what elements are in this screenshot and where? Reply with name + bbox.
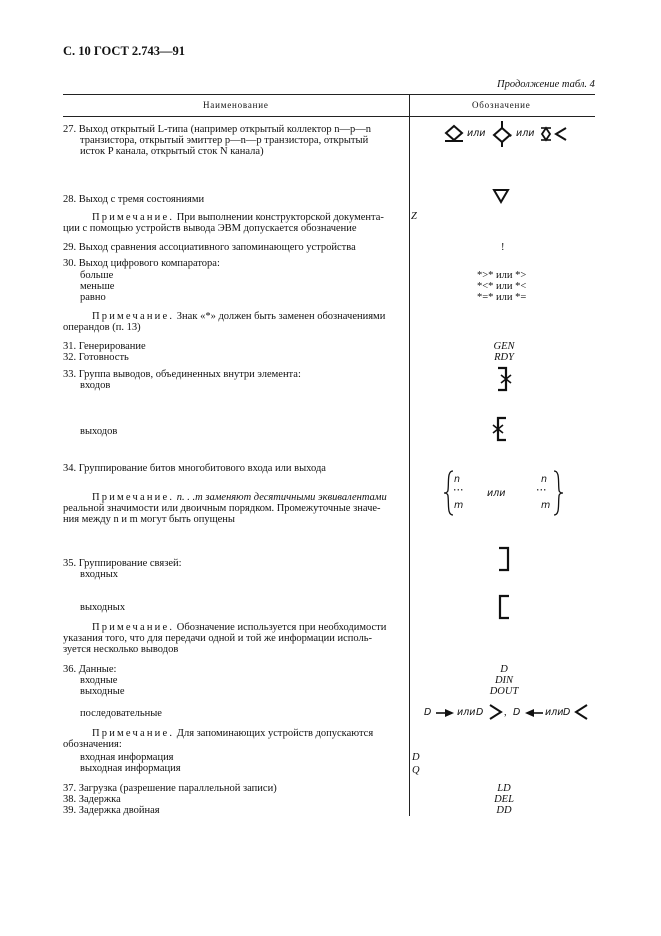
note-text: При выполнении конструкторской документа-	[174, 212, 384, 223]
item-30-row-lt-symbol: *<* или *<	[477, 281, 527, 292]
grouped-output-links-icon	[497, 594, 511, 620]
item-39-symbol: DD	[496, 805, 512, 816]
item-39-title: 39. Задержка двойная	[63, 805, 160, 816]
item-36-note-line-1	[92, 728, 373, 739]
item-28-note-symbol: Z	[411, 211, 417, 222]
item-30-title: 30. Выход цифрового компаратора:	[63, 258, 220, 269]
item-27-or-2: , или	[510, 128, 535, 139]
serial-d-3: D	[513, 707, 521, 718]
item-34-note-line-2: реальной значимости или двоичным порядком. Промежуточные значе-	[63, 503, 381, 514]
item-33-outputs-label: выходов	[80, 426, 118, 437]
note-label: Примечание.	[92, 728, 175, 739]
page-header: С. 10 ГОСТ 2.743—91	[63, 44, 186, 58]
item-36-symbol-data: D	[500, 664, 508, 675]
note-label: Примечание.	[92, 622, 175, 633]
serial-or-2: или	[545, 707, 564, 718]
serial-d-1: D	[424, 707, 432, 718]
serial-d-4: D	[563, 707, 571, 718]
item-29-symbol: !	[501, 242, 505, 253]
item-33-title: 33. Группа выводов, объединенных внутри элемента:	[63, 369, 301, 380]
item-35-inputs-label: входных	[80, 569, 119, 580]
serial-d-2: D	[476, 707, 484, 718]
table-column-divider	[409, 94, 410, 816]
item-28-title: 28. Выход с тремя состояниями	[63, 194, 205, 205]
item-37-title: 37. Загрузка (разрешение параллельной записи)	[63, 783, 277, 794]
item-38-title: 38. Задержка	[63, 794, 121, 805]
bits-n-left: n	[454, 474, 461, 485]
three-state-output-icon	[492, 188, 510, 204]
table-top-rule	[63, 94, 595, 95]
column-header-symbol: Обозначение	[472, 100, 531, 110]
item-30-row-eq-label: равно	[80, 292, 106, 303]
column-header-name: Наименование	[203, 100, 269, 110]
item-38-symbol: DEL	[494, 794, 514, 805]
grouped-input-links-icon	[497, 546, 511, 572]
item-36-inputs-label: входные	[80, 675, 118, 686]
item-37-symbol: LD	[497, 783, 511, 794]
bits-m-right: m	[541, 500, 551, 511]
grouped-outputs-icon	[490, 416, 510, 442]
right-brace-icon	[552, 470, 564, 516]
item-34-note-line-3: ния между n и m могут быть опущены	[63, 514, 235, 525]
item-35-outputs-label: выходных	[80, 602, 126, 613]
bits-dots-right: ⋯	[536, 485, 547, 496]
item-30-note-line-2: операндов (п. 13)	[63, 322, 141, 333]
note-text: Знак «*» должен быть заменен обозначениями	[174, 311, 386, 322]
item-36-note-output-symbol: Q	[412, 765, 420, 776]
item-36-serial-label: последовательные	[80, 708, 162, 719]
note-text: Обозначение используется при необходимости	[174, 622, 387, 633]
note-text: Для запоминающих устройств допускаются	[174, 728, 374, 739]
item-35-note-line-2: указания того, что для передачи одной и той же информации исполь-	[63, 633, 373, 644]
serial-shift-right-icon	[488, 703, 504, 721]
note-label: Примечание.	[92, 212, 175, 223]
serial-shift-left-icon	[573, 703, 589, 721]
item-31-symbol: GEN	[493, 341, 515, 352]
serial-arrow-right-icon	[435, 708, 455, 718]
item-36-title: 36. Данные:	[63, 664, 117, 675]
grouped-inputs-icon	[494, 366, 514, 392]
note-label: Примечание.	[92, 311, 175, 322]
item-31-title: 31. Генерирование	[63, 341, 146, 352]
item-35-note-line-1	[92, 622, 386, 633]
bits-m-left: m	[454, 500, 464, 511]
item-36-note-input-label: входная информация	[80, 752, 174, 763]
item-34-title: 34. Группирование битов многобитового входа или выхода	[63, 463, 326, 474]
item-36-note-output-label: выходная информация	[80, 763, 181, 774]
item-27-line-2: транзистора, открытый эмиттер p—n—p транзистора, открытый	[80, 135, 369, 146]
item-36-outputs-label: выходные	[80, 686, 125, 697]
item-36-symbol-inputs: DIN	[494, 675, 514, 686]
item-36-symbol-outputs: DOUT	[489, 686, 519, 697]
item-32-title: 32. Готовность	[63, 352, 129, 363]
open-output-cross-arrow-icon	[540, 126, 570, 142]
serial-or-1: или	[457, 707, 476, 718]
bits-dots-left: ⋯	[453, 485, 464, 496]
item-30-row-gt-symbol: *>* или *>	[477, 270, 527, 281]
table-continuation: Продолжение табл. 4	[497, 79, 595, 90]
item-30-row-eq-symbol: *=* или *=	[477, 292, 527, 303]
table-header-rule	[63, 116, 595, 117]
bits-n-right: n	[541, 474, 548, 485]
item-32-symbol: RDY	[494, 352, 514, 363]
serial-comma: ,	[504, 707, 507, 718]
item-35-title: 35. Группирование связей:	[63, 558, 182, 569]
item-30-row-lt-label: меньше	[80, 281, 115, 292]
item-34-note-line-1	[92, 492, 387, 503]
item-27-or-1: или	[467, 128, 486, 139]
item-33-inputs-label: входов	[80, 380, 111, 391]
note-text: n. . .m заменяют десятичными эквивалентами	[174, 492, 387, 503]
item-27-line-1: 27. Выход открытый L-типа (например открытый коллектор n—p—n	[63, 124, 371, 135]
item-36-note-line-2: обозначения:	[63, 739, 122, 750]
note-label: Примечание.	[92, 492, 175, 503]
item-29-title: 29. Выход сравнения ассоциативного запоминающего устройства	[63, 242, 356, 253]
item-35-note-line-3: зуется несколько выводов	[63, 644, 179, 655]
item-28-note-line-1	[92, 212, 384, 223]
item-28-note-line-2: ции с помощью устройств вывода ЭВМ допускается обозначение	[63, 223, 357, 234]
item-36-note-input-symbol: D	[412, 752, 420, 763]
bits-or: или	[487, 488, 506, 499]
item-30-note-line-1	[92, 311, 385, 322]
open-l-output-icon	[443, 124, 465, 144]
serial-arrow-left-icon	[524, 708, 544, 718]
item-30-row-gt-label: больше	[80, 270, 114, 281]
item-27-line-3: исток P канала, открытый сток N канала)	[80, 146, 264, 157]
